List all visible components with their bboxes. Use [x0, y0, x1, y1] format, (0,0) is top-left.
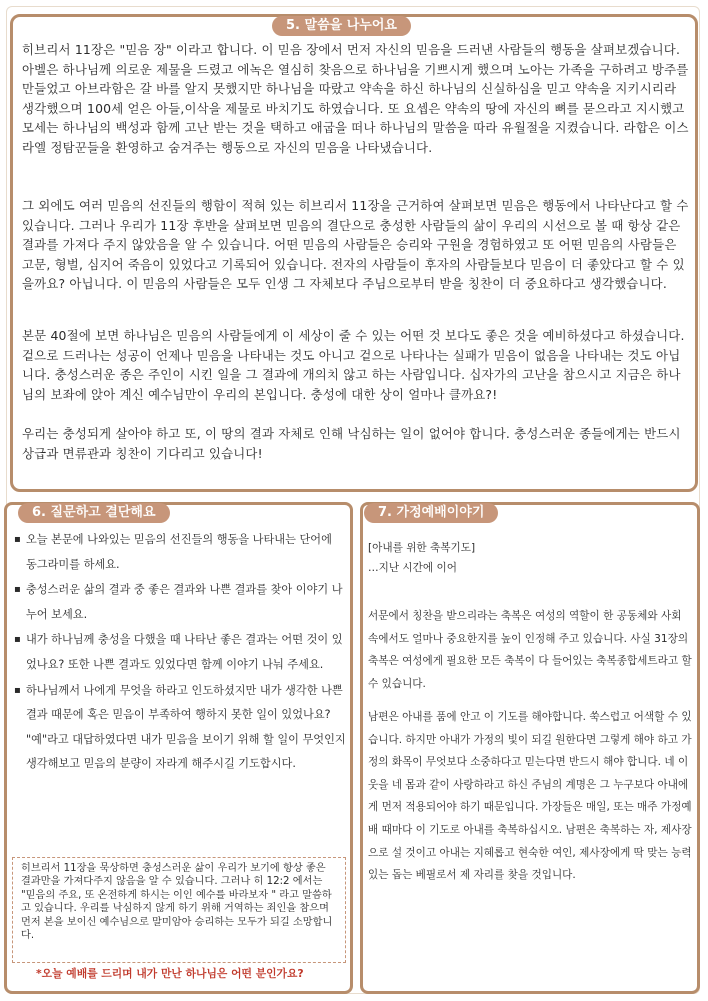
family-paragraph: 남편은 아내를 품에 안고 이 기도를 해야합니다. 쑥스럽고 어색할 수 있습니다. 하지만 아내가 가정의 빛이 되길 원한다면 그렇게 해야 하고 가정의 화목이 무엇보다 소중하다고 믿는다면 반드시 해야 합니다. 네 이웃을 네 몸과 같이 사랑하라고 하신 주님의 계명은 그 누구보다 아내에게 먼저 적용되어야 하기 때문입니다. 가장들은 매일, 또는 매주 가정예배 때마다 이 기도로 아내를 축복하십시오. 남편은 축복하는 자, 제사장으로 설 것이고 아내는 지혜롭고 현숙한 여인, 제사장에게 딱 맞는 능력있는 돕는 베필로서 제 자리를 찾을 것입니다. [368, 711, 692, 882]
meditation-note: 히브리서 11장을 묵상하면 충성스러운 삶이 우리가 보기에 항상 좋은 결과만을 가져다주지 않음을 알 수 있습니다. 그러나 히 12:2 에서는 "믿음의 주요, 또 온전하게 하시는 이인 예수를 바라보자 " 라고 말씀하고 있습니다. 우리를 낙심하지 않게 하기 위해 거역하는 죄인을 참으며 먼저 본을 보이신 예수님으로 말미암아 승리하는 모두가 되길 소망합니다. [12, 857, 346, 963]
family-paragraph: 서문에서 칭찬을 받으리라는 축복은 여성의 역할이 한 공동체와 사회 속에서도 얼마나 중요한지를 높이 인정해 주고 있습니다. 사실 31장의 축복은 여성에게 필요한 모든 축복이 다 들어있는 축복종합세트라고 할 수 있습니다. [368, 610, 692, 690]
prayer-label: [아내를 위한 축복기도] [368, 542, 476, 554]
share-paragraph: 그 외에도 여러 믿음의 선진들의 행함이 적혀 있는 히브리서 11장을 근거하여 살펴보면 믿음은 행동에서 나타난다고 할 수 있습니다. 그러나 우리가 11장 후반을 살펴보면 믿음의 결단으로 충성한 사람들의 삶이 우리의 시선으로 볼 때 항상 같은 결과를 가져다 주지 않았음을 알 수 있습니다. 어떤 믿음의 사람들은 승리와 구원을 경험하였고 또 어떤 믿음의 사람들은 고문, 형벌, 심지어 죽음이 있었다고 기록되어 있습니다. 전자의 사람들이 후자의 사람들보다 믿음이 더 좋았다고 할 수 있을까요? 아닙니다. 이 믿음의 사람들은 모두 인생 그 자체보다 주님으로부터 받을 칭찬이 더 중요하다고 생각했습니다. [22, 198, 689, 292]
question-item: ▪ 하나님께서 나에게 무엇을 하라고 인도하셨지만 내가 생각한 나쁜 결과 때문에 혹은 믿음이 부족하여 행하지 못한 일이 있었나요? "예"라고 대답하였다면 내가 믿음을 보이기 위해 할 일이 무엇인지 생각해보고 믿음의 분량이 자라게 해주시길 기도합시다. [12, 679, 346, 777]
share-section-title: 5. 말씀을 나누어요 [272, 16, 411, 36]
question-item: ▪ 내가 하나님께 충성을 다했을 때 나타난 좋은 결과는 어떤 것이 있었나요? 또한 나쁜 결과도 있었다면 함께 이야기 나눠 주세요. [12, 628, 346, 677]
share-paragraph: 본문 40절에 보면 하나님은 믿음의 사람들에게 이 세상이 줄 수 있는 어떤 것 보다도 좋은 것을 예비하셨다고 하셨습니다. 겉으로 드러나는 성공이 언제나 믿음을 나타내는 것도 아니고 겉으로 나타나는 실패가 믿음이 없음을 나타내는 것도 아닙니다. 충성스러운 종은 주인이 시킨 일을 그 결과에 개의치 않고 하는 사람입니다. 십자가의 고난을 참으시고 지금은 하나님의 보좌에 앉아 계신 예수님만이 우리의 본입니다. 충성에 대한 상이 얼마나 클까요?! [22, 328, 685, 402]
share-paragraph: 우리는 충성되게 살아야 하고 또, 이 땅의 결과 자체로 인해 낙심하는 일이 없어야 합니다. 충성스러운 종들에게는 반드시 상급과 면류관과 칭찬이 기다리고 있습니다! [22, 426, 681, 461]
question-item: ▪ 충성스러운 삶의 결과 중 좋은 결과와 나쁜 결과를 찾아 이야기 나누어 보세요. [12, 578, 346, 627]
reflection-question: *오늘 예배를 드리며 내가 만난 하나님은 어떤 분인가요? [36, 967, 304, 980]
question-list [12, 528, 346, 778]
share-paragraph: 히브리서 11장은 "믿음 장" 이라고 합니다. 이 믿음 장에서 먼저 자신의 믿음을 드러낸 사람들의 행동을 살펴보겠습니다. 아벨은 하나님께 의로운 제물을 드렸고 에녹은 열심히 찾음으로 하나님을 기쁘시게 했으며 노아는 가족을 구하려고 방주를 만들었고 아브라함은 갈 바를 알지 못했지만 하나님을 따랐고 약속을 하신 하나님의 신실하심을 믿고 약속을 지키시리라 생각했으며 100세 얻은 아들,이삭을 제물로 바치기도 하였습니다. 또 요셉은 약속의 땅에 자신의 뼈를 묻으라고 지시했고 모세는 하나님의 백성과 함께 고난 받는 것을 택하고 애굽을 떠나 하나님의 말씀을 따라 유월절을 지켰습니다. 라합은 이스라엘 정탐꾼들을 환영하고 숨겨주는 행동으로 자신의 믿음을 나타냈습니다. [22, 42, 689, 155]
continued-label: …지난 시간에 이어 [368, 562, 457, 574]
family-worship-title: 7. 가정예배이야기 [364, 503, 498, 523]
questions-section-title: 6. 질문하고 결단해요 [18, 503, 170, 523]
question-item: ▪ 오늘 본문에 나와있는 믿음의 선진들의 행동을 나타내는 단어에 동그라미를 하세요. [12, 528, 346, 577]
